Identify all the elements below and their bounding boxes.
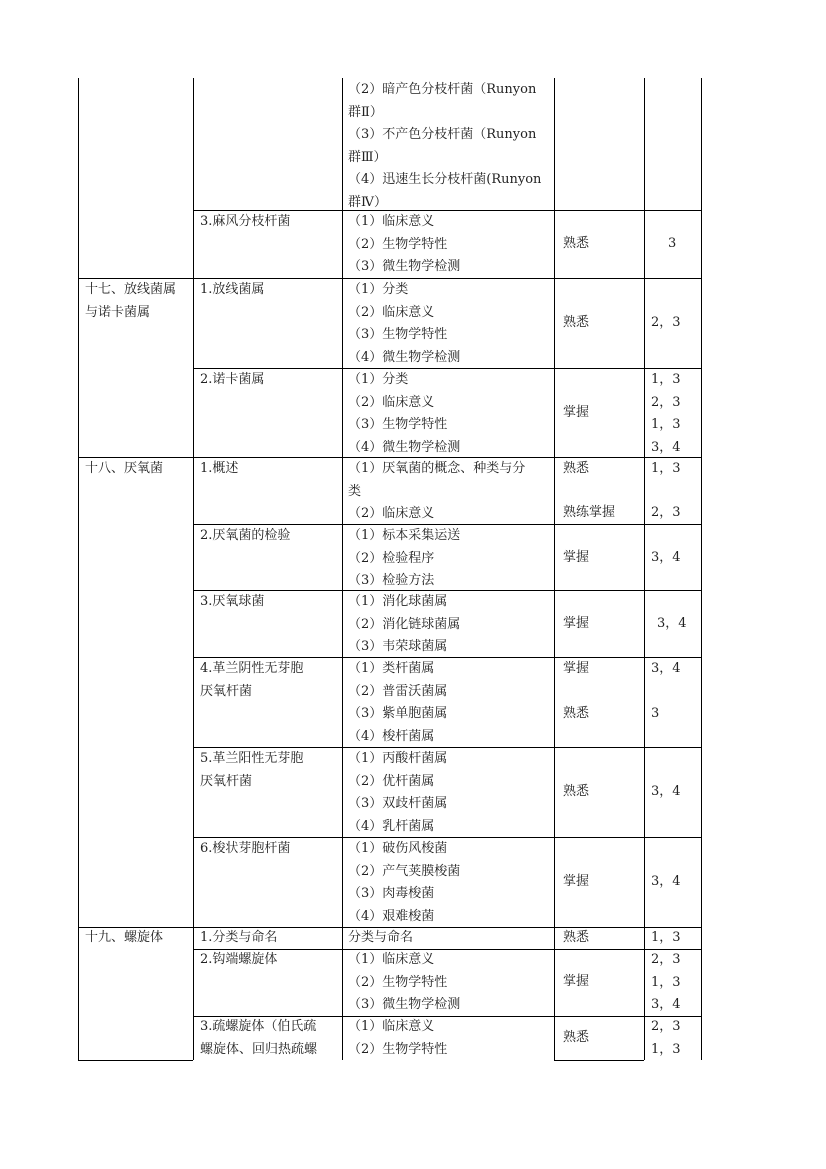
subtopic-text: 3.疏螺旋体（伯氏疏 <box>200 1019 317 1034</box>
item-text: （1）临床意义 <box>348 1019 435 1034</box>
level-text: 熟悉 <box>563 461 590 476</box>
item-text: （4）微生物学检测 <box>348 349 461 365</box>
item-text: （3）肉毒梭菌 <box>348 886 435 901</box>
subtopic-text: 1.分类与命名 <box>200 930 278 945</box>
level-text: 掌握 <box>563 616 590 631</box>
level-text: 掌握 <box>563 974 590 989</box>
unit-list <box>651 949 681 1017</box>
subtopic-name <box>200 949 277 972</box>
unit-text: 3，4 <box>651 439 681 455</box>
item-text: （4）梭杆菌属 <box>348 728 435 744</box>
category-name <box>85 458 163 481</box>
item-text: （4）微生物学检测 <box>348 439 461 455</box>
item-text: （4）乳杆菌属 <box>348 818 435 834</box>
level-text: 熟悉 <box>563 1030 590 1045</box>
unit-text: 2，3 <box>651 505 681 520</box>
item-text: （3）微生物学检测 <box>348 259 461 274</box>
item-text: （2）临床意义 <box>348 304 435 320</box>
category-name <box>85 927 163 950</box>
item-text: （3）不产色分枝杆菌（Runyon <box>348 127 537 142</box>
item-list <box>348 748 447 838</box>
item-list <box>348 927 413 950</box>
level-text: 熟悉 <box>563 315 590 330</box>
unit-text: 3，4 <box>651 661 681 676</box>
item-text: （2）检验程序 <box>348 550 435 566</box>
unit-list <box>651 369 681 459</box>
item-list <box>348 949 460 1017</box>
subtopic-name <box>200 525 290 548</box>
level-text: 熟悉 <box>563 236 590 251</box>
item-text: （1）分类 <box>348 282 409 297</box>
item-text: 分类与命名 <box>348 930 414 945</box>
subtopic-text: 3.厌氧球菌 <box>200 594 265 609</box>
subtopic-name <box>200 1016 317 1061</box>
item-text: （2）产气荚膜梭菌 <box>348 863 461 879</box>
item-text: （1）消化球菌属 <box>348 594 448 609</box>
subtopic-text: 厌氧杆菌 <box>200 683 253 699</box>
category-text: 与诺卡菌属 <box>85 304 151 320</box>
item-text: （1）破伤风梭菌 <box>348 841 448 856</box>
item-text: （3）双歧杆菌属 <box>348 796 448 811</box>
item-list <box>348 211 460 279</box>
unit-text: 3，4 <box>651 550 681 565</box>
item-text: （4）艰难梭菌 <box>348 908 435 924</box>
unit-text: 1，3 <box>651 461 681 476</box>
item-text: （2）临床意义 <box>348 506 435 521</box>
item-text: （3）韦荣球菌属 <box>348 639 448 654</box>
level-text: 掌握 <box>563 405 590 420</box>
item-list <box>348 525 460 593</box>
item-text: （3）微生物学检测 <box>348 997 461 1012</box>
level-text: 熟悉 <box>563 706 590 721</box>
subtopic-name <box>200 211 290 234</box>
subtopic-text: 4.革兰阴性无芽胞 <box>200 661 304 676</box>
item-text: （1）分类 <box>348 372 409 387</box>
unit-text: 1，3 <box>651 930 681 945</box>
item-text: 群Ⅲ） <box>348 149 387 165</box>
unit-list <box>651 1016 681 1061</box>
item-text: （2）普雷沃菌属 <box>348 683 448 699</box>
subtopic-text: 厌氧杆菌 <box>200 773 253 789</box>
item-text: 群Ⅳ） <box>348 194 387 210</box>
item-text: （3）紫单胞菌属 <box>348 706 448 721</box>
subtopic-name <box>200 658 303 703</box>
unit-text: 2，3 <box>651 952 681 967</box>
category-name <box>85 279 176 324</box>
subtopic-text: 3.麻风分枝杆菌 <box>200 214 291 229</box>
item-text: （2）暗产色分枝杆菌（Runyon <box>348 82 537 97</box>
subtopic-text: 2.厌氧菌的检验 <box>200 528 291 543</box>
level-text: 掌握 <box>563 661 590 676</box>
category-text: 十八、厌氧菌 <box>85 461 164 476</box>
subtopic-name <box>200 748 303 793</box>
level-text: 掌握 <box>563 550 590 565</box>
item-text: （2）生物学特性 <box>348 1041 448 1057</box>
item-text: 类 <box>348 483 362 499</box>
level-text: 熟练掌握 <box>563 505 616 520</box>
subtopic-text: 2.钩端螺旋体 <box>200 952 278 967</box>
item-list <box>348 591 460 659</box>
unit-text: 3，4 <box>651 874 681 889</box>
category-text: 十九、螺旋体 <box>85 930 164 945</box>
unit-text: 3，4 <box>657 616 687 631</box>
unit-text: 1，3 <box>651 417 681 432</box>
unit-text: 1，3 <box>651 1041 681 1057</box>
item-text: （3）生物学特性 <box>348 417 448 432</box>
unit-text: 3 <box>668 236 677 251</box>
level-text: 熟悉 <box>563 784 590 799</box>
subtopic-name <box>200 927 277 950</box>
item-text: （1）厌氧菌的概念、种类与分 <box>348 461 526 476</box>
item-list <box>348 658 447 748</box>
level-text: 掌握 <box>563 874 590 889</box>
item-text: 群Ⅱ） <box>348 104 383 120</box>
item-text: （2）生物学特性 <box>348 974 448 990</box>
unit-text: 2，3 <box>651 394 681 410</box>
item-list <box>348 369 460 459</box>
item-text: （1）丙酸杆菌属 <box>348 751 448 766</box>
unit-text: 1，3 <box>651 372 681 387</box>
unit-text: 3，4 <box>651 784 681 799</box>
subtopic-text: 螺旋体、回归热疏螺 <box>200 1041 318 1057</box>
item-list <box>348 458 525 526</box>
category-text: 十七、放线菌属 <box>85 282 177 297</box>
subtopic-text: 1.放线菌属 <box>200 282 265 297</box>
item-text: （4）迅速生长分枝杆菌(Runyon <box>348 172 542 187</box>
subtopic-name <box>200 591 264 614</box>
item-text: （1）临床意义 <box>348 214 435 229</box>
item-text: （3）生物学特性 <box>348 327 448 342</box>
subtopic-name <box>200 279 264 302</box>
item-text: （2）临床意义 <box>348 394 435 410</box>
item-text: （2）优杆菌属 <box>348 773 435 789</box>
item-text: （1）标本采集运送 <box>348 528 461 543</box>
item-list <box>348 1016 447 1061</box>
unit-text: 3 <box>651 706 660 721</box>
subtopic-text: 1.概述 <box>200 461 239 476</box>
unit-text: 2，3 <box>651 315 681 330</box>
unit-text: 1，3 <box>651 974 681 990</box>
subtopic-text: 6.梭状芽胞杆菌 <box>200 841 291 856</box>
item-text: （2）生物学特性 <box>348 236 448 252</box>
item-text: （1）临床意义 <box>348 952 435 967</box>
item-text: （3）检验方法 <box>348 573 435 588</box>
unit-text: 3，4 <box>651 997 681 1012</box>
subtopic-name <box>200 458 238 481</box>
item-list <box>348 79 541 214</box>
subtopic-name <box>200 838 290 861</box>
item-list <box>348 838 460 928</box>
subtopic-text: 2.诺卡菌属 <box>200 372 265 387</box>
level-text: 熟悉 <box>563 930 590 945</box>
item-list <box>348 279 460 369</box>
item-text: （2）消化链球菌属 <box>348 616 461 632</box>
subtopic-name <box>200 369 264 392</box>
item-text: （1）类杆菌属 <box>348 661 435 676</box>
subtopic-text: 5.革兰阳性无芽胞 <box>200 751 304 766</box>
unit-text: 2，3 <box>651 1019 681 1034</box>
